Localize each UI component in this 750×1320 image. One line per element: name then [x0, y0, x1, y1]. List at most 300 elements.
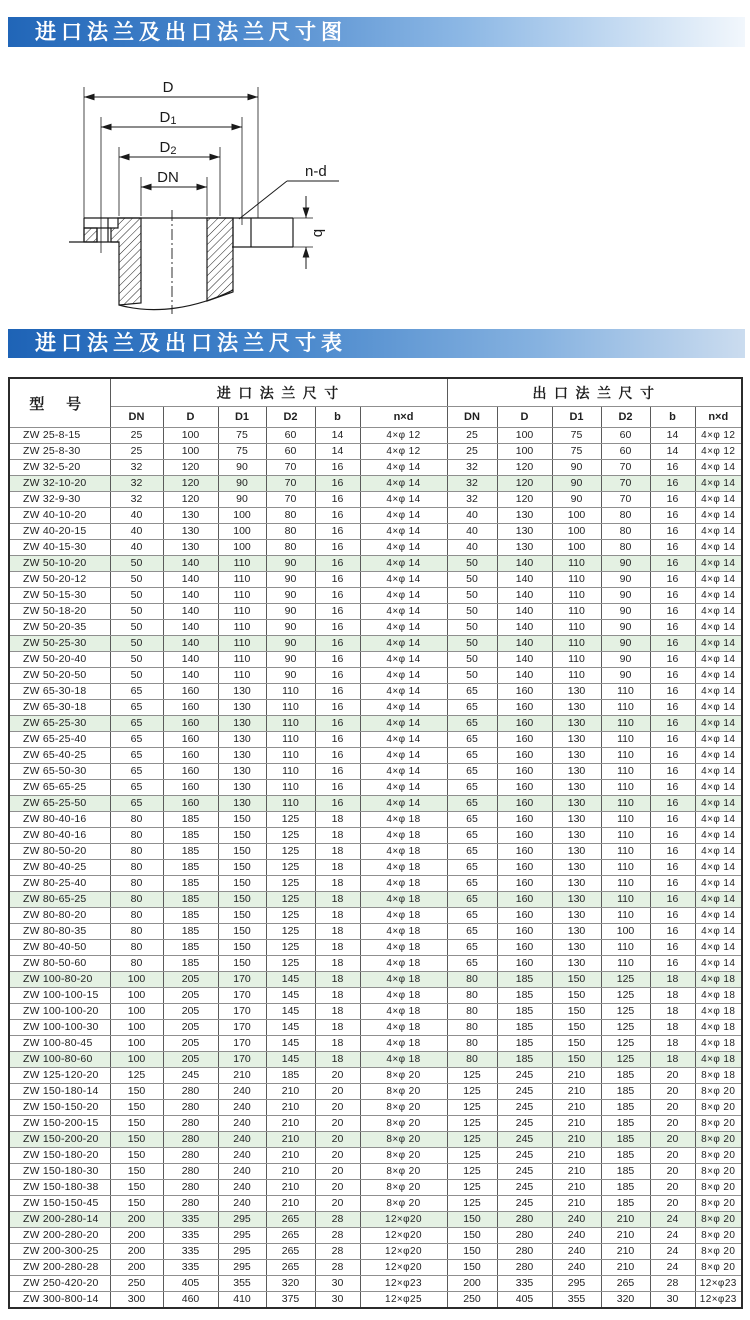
- outlet-value-cell: 100: [601, 924, 650, 940]
- outlet-value-cell: 240: [552, 1212, 601, 1228]
- inlet-value-cell: 150: [110, 1116, 163, 1132]
- inlet-value-cell: 4×φ 14: [360, 508, 447, 524]
- outlet-value-cell: 65: [447, 940, 497, 956]
- outlet-value-cell: 185: [601, 1196, 650, 1212]
- inlet-value-cell: 265: [266, 1228, 315, 1244]
- outlet-value-cell: 110: [601, 876, 650, 892]
- inlet-value-cell: 90: [266, 652, 315, 668]
- outlet-value-cell: 16: [650, 812, 695, 828]
- outlet-value-cell: 80: [447, 1036, 497, 1052]
- inlet-value-cell: 18: [315, 940, 360, 956]
- model-cell: ZW 80-80-20: [9, 908, 110, 924]
- inlet-value-cell: 4×φ 14: [360, 460, 447, 476]
- inlet-value-cell: 4×φ 14: [360, 796, 447, 812]
- dim-label-D: D: [162, 79, 174, 96]
- model-cell: ZW 65-65-25: [9, 780, 110, 796]
- table-row: [9, 636, 742, 652]
- outlet-value-cell: 160: [497, 908, 552, 924]
- outlet-value-cell: 140: [497, 588, 552, 604]
- inlet-value-cell: 145: [266, 972, 315, 988]
- inlet-value-cell: 140: [163, 652, 218, 668]
- outlet-value-cell: 150: [447, 1260, 497, 1276]
- outlet-value-cell: 65: [447, 700, 497, 716]
- table-row: [9, 908, 742, 924]
- inlet-value-cell: 28: [315, 1212, 360, 1228]
- inlet-value-cell: 50: [110, 604, 163, 620]
- outlet-value-cell: 110: [552, 636, 601, 652]
- outlet-value-cell: 130: [552, 956, 601, 972]
- outlet-value-cell: 65: [447, 860, 497, 876]
- inlet-value-cell: 200: [110, 1228, 163, 1244]
- inlet-value-cell: 32: [110, 460, 163, 476]
- inlet-value-cell: 90: [266, 668, 315, 684]
- outlet-value-cell: 160: [497, 924, 552, 940]
- inlet-value-cell: 265: [266, 1212, 315, 1228]
- inlet-value-cell: 80: [266, 508, 315, 524]
- model-cell: ZW 65-50-30: [9, 764, 110, 780]
- model-cell: ZW 32-9-30: [9, 492, 110, 508]
- model-cell: ZW 250-420-20: [9, 1276, 110, 1292]
- inlet-value-cell: 20: [315, 1164, 360, 1180]
- inlet-value-cell: 50: [110, 556, 163, 572]
- outlet-value-cell: 130: [552, 908, 601, 924]
- inlet-value-cell: 100: [163, 444, 218, 460]
- inlet-value-cell: 4×φ 18: [360, 876, 447, 892]
- outlet-value-cell: 40: [447, 540, 497, 556]
- outlet-value-cell: 110: [601, 748, 650, 764]
- outlet-value-cell: 20: [650, 1196, 695, 1212]
- inlet-value-cell: 130: [163, 508, 218, 524]
- inlet-value-cell: 4×φ 14: [360, 540, 447, 556]
- inlet-value-cell: 100: [218, 508, 266, 524]
- inlet-value-cell: 145: [266, 988, 315, 1004]
- table-row: [9, 716, 742, 732]
- inlet-value-cell: 120: [163, 460, 218, 476]
- outlet-value-cell: 16: [650, 796, 695, 812]
- model-cell: ZW 80-40-50: [9, 940, 110, 956]
- inlet-value-cell: 410: [218, 1292, 266, 1309]
- inlet-value-cell: 80: [110, 924, 163, 940]
- inlet-value-cell: 4×φ 14: [360, 748, 447, 764]
- model-cell: ZW 125-120-20: [9, 1068, 110, 1084]
- outlet-value-cell: 16: [650, 716, 695, 732]
- inlet-value-cell: 240: [218, 1116, 266, 1132]
- inlet-value-cell: 80: [110, 860, 163, 876]
- outlet-value-cell: 90: [601, 668, 650, 684]
- outlet-value-cell: 16: [650, 492, 695, 508]
- inlet-value-cell: 18: [315, 812, 360, 828]
- inlet-value-cell: 375: [266, 1292, 315, 1309]
- table-row: [9, 1020, 742, 1036]
- outlet-value-cell: 90: [601, 588, 650, 604]
- inlet-value-cell: 145: [266, 1052, 315, 1068]
- outlet-value-cell: 8×φ 20: [695, 1148, 742, 1164]
- inlet-value-cell: 4×φ 18: [360, 860, 447, 876]
- outlet-value-cell: 60: [601, 428, 650, 444]
- outlet-value-cell: 140: [497, 652, 552, 668]
- table-row: [9, 1228, 742, 1244]
- inlet-value-cell: 170: [218, 1052, 266, 1068]
- inlet-value-cell: 210: [266, 1100, 315, 1116]
- outlet-value-cell: 90: [552, 460, 601, 476]
- outlet-value-cell: 16: [650, 652, 695, 668]
- inlet-value-cell: 4×φ 14: [360, 556, 447, 572]
- outlet-value-cell: 210: [552, 1164, 601, 1180]
- table-row: [9, 700, 742, 716]
- inlet-value-cell: 18: [315, 1036, 360, 1052]
- model-cell: ZW 80-25-40: [9, 876, 110, 892]
- table-row: [9, 668, 742, 684]
- model-cell: ZW 40-15-30: [9, 540, 110, 556]
- outlet-value-cell: 75: [552, 444, 601, 460]
- outlet-value-cell: 125: [601, 988, 650, 1004]
- outlet-value-cell: 110: [552, 620, 601, 636]
- inlet-value-cell: 280: [163, 1164, 218, 1180]
- outlet-value-cell: 16: [650, 620, 695, 636]
- inlet-value-cell: 110: [218, 668, 266, 684]
- inlet-value-cell: 170: [218, 972, 266, 988]
- inlet-value-cell: 4×φ 14: [360, 652, 447, 668]
- outlet-value-cell: 65: [447, 892, 497, 908]
- outlet-value-cell: 80: [447, 988, 497, 1004]
- inlet-value-cell: 32: [110, 492, 163, 508]
- model-cell: ZW 150-150-20: [9, 1100, 110, 1116]
- outlet-value-cell: 100: [552, 508, 601, 524]
- inlet-value-cell: 295: [218, 1244, 266, 1260]
- inlet-value-cell: 90: [266, 572, 315, 588]
- outlet-value-cell: 4×φ 18: [695, 1052, 742, 1068]
- outlet-value-cell: 70: [601, 460, 650, 476]
- outlet-value-cell: 4×φ 14: [695, 700, 742, 716]
- outlet-value-cell: 110: [601, 684, 650, 700]
- inlet-value-cell: 335: [163, 1244, 218, 1260]
- outlet-value-cell: 50: [447, 556, 497, 572]
- inlet-value-cell: 110: [266, 716, 315, 732]
- outlet-value-cell: 65: [447, 716, 497, 732]
- inlet-value-cell: 140: [163, 588, 218, 604]
- model-cell: ZW 150-200-15: [9, 1116, 110, 1132]
- outlet-value-cell: 50: [447, 572, 497, 588]
- inlet-value-cell: 16: [315, 572, 360, 588]
- outlet-value-cell: 8×φ 20: [695, 1196, 742, 1212]
- dim-label-DN: DN: [157, 169, 179, 186]
- outlet-value-cell: 16: [650, 828, 695, 844]
- inlet-value-cell: 4×φ 14: [360, 764, 447, 780]
- inlet-value-cell: 100: [218, 540, 266, 556]
- model-cell: ZW 50-25-30: [9, 636, 110, 652]
- inlet-value-cell: 240: [218, 1132, 266, 1148]
- outlet-value-cell: 75: [552, 428, 601, 444]
- inlet-value-cell: 185: [163, 908, 218, 924]
- inlet-value-cell: 150: [218, 876, 266, 892]
- inlet-value-cell: 280: [163, 1148, 218, 1164]
- outlet-value-cell: 140: [497, 572, 552, 588]
- outlet-value-cell: 80: [601, 524, 650, 540]
- outlet-value-cell: 210: [552, 1116, 601, 1132]
- inlet-value-cell: 160: [163, 764, 218, 780]
- outlet-value-cell: 110: [601, 796, 650, 812]
- inlet-value-cell: 150: [218, 908, 266, 924]
- outlet-value-cell: 160: [497, 892, 552, 908]
- inlet-value-cell: 120: [163, 476, 218, 492]
- outlet-value-cell: 4×φ 12: [695, 428, 742, 444]
- inlet-value-cell: 80: [110, 844, 163, 860]
- inlet-value-cell: 16: [315, 700, 360, 716]
- outlet-value-cell: 110: [601, 892, 650, 908]
- outlet-value-cell: 40: [447, 524, 497, 540]
- inlet-value-cell: 210: [266, 1148, 315, 1164]
- outlet-value-cell: 130: [552, 700, 601, 716]
- inlet-value-cell: 170: [218, 1020, 266, 1036]
- inlet-value-cell: 8×φ 20: [360, 1148, 447, 1164]
- outlet-value-cell: 245: [497, 1100, 552, 1116]
- outlet-value-cell: 16: [650, 588, 695, 604]
- inlet-value-cell: 30: [315, 1276, 360, 1292]
- inlet-value-cell: 150: [110, 1084, 163, 1100]
- inlet-value-cell: 16: [315, 556, 360, 572]
- outlet-value-cell: 210: [601, 1260, 650, 1276]
- outlet-value-cell: 185: [601, 1164, 650, 1180]
- inlet-value-cell: 20: [315, 1116, 360, 1132]
- outlet-value-cell: 160: [497, 780, 552, 796]
- outlet-value-cell: 8×φ 20: [695, 1260, 742, 1276]
- inlet-value-cell: 16: [315, 524, 360, 540]
- outlet-value-cell: 4×φ 14: [695, 716, 742, 732]
- table-row: [9, 556, 742, 572]
- outlet-value-cell: 16: [650, 668, 695, 684]
- header-inlet-b: b: [315, 407, 360, 428]
- outlet-value-cell: 80: [447, 1004, 497, 1020]
- inlet-value-cell: 265: [266, 1244, 315, 1260]
- inlet-value-cell: 4×φ 14: [360, 524, 447, 540]
- inlet-value-cell: 110: [266, 732, 315, 748]
- inlet-value-cell: 355: [218, 1276, 266, 1292]
- inlet-value-cell: 65: [110, 716, 163, 732]
- outlet-value-cell: 50: [447, 636, 497, 652]
- outlet-value-cell: 32: [447, 492, 497, 508]
- outlet-value-cell: 130: [497, 524, 552, 540]
- outlet-value-cell: 4×φ 14: [695, 812, 742, 828]
- outlet-value-cell: 32: [447, 476, 497, 492]
- table-section-title-bar: [8, 329, 745, 358]
- inlet-value-cell: 205: [163, 1020, 218, 1036]
- table-row: [9, 1084, 742, 1100]
- inlet-value-cell: 140: [163, 668, 218, 684]
- inlet-value-cell: 50: [110, 636, 163, 652]
- outlet-value-cell: 50: [447, 588, 497, 604]
- inlet-value-cell: 125: [266, 940, 315, 956]
- outlet-value-cell: 240: [552, 1244, 601, 1260]
- inlet-value-cell: 90: [218, 476, 266, 492]
- inlet-value-cell: 210: [266, 1164, 315, 1180]
- inlet-value-cell: 110: [218, 572, 266, 588]
- inlet-value-cell: 8×φ 20: [360, 1196, 447, 1212]
- inlet-value-cell: 18: [315, 876, 360, 892]
- outlet-value-cell: 4×φ 14: [695, 636, 742, 652]
- inlet-value-cell: 90: [266, 556, 315, 572]
- inlet-value-cell: 18: [315, 844, 360, 860]
- inlet-value-cell: 130: [218, 796, 266, 812]
- inlet-value-cell: 4×φ 14: [360, 492, 447, 508]
- outlet-value-cell: 65: [447, 812, 497, 828]
- outlet-value-cell: 160: [497, 764, 552, 780]
- table-row: [9, 540, 742, 556]
- model-cell: ZW 100-100-30: [9, 1020, 110, 1036]
- outlet-value-cell: 90: [601, 572, 650, 588]
- inlet-value-cell: 75: [218, 428, 266, 444]
- inlet-value-cell: 240: [218, 1180, 266, 1196]
- inlet-value-cell: 4×φ 14: [360, 716, 447, 732]
- inlet-value-cell: 140: [163, 620, 218, 636]
- inlet-value-cell: 240: [218, 1084, 266, 1100]
- model-cell: ZW 200-300-25: [9, 1244, 110, 1260]
- table-row: [9, 940, 742, 956]
- inlet-value-cell: 16: [315, 540, 360, 556]
- outlet-value-cell: 185: [497, 1020, 552, 1036]
- outlet-value-cell: 16: [650, 476, 695, 492]
- flange-outline: [69, 218, 293, 310]
- inlet-value-cell: 130: [218, 764, 266, 780]
- inlet-value-cell: 125: [266, 860, 315, 876]
- outlet-value-cell: 150: [552, 1052, 601, 1068]
- outlet-value-cell: 405: [497, 1292, 552, 1309]
- outlet-value-cell: 125: [447, 1180, 497, 1196]
- outlet-value-cell: 150: [552, 988, 601, 1004]
- inlet-value-cell: 80: [266, 540, 315, 556]
- outlet-value-cell: 120: [497, 460, 552, 476]
- outlet-value-cell: 130: [552, 940, 601, 956]
- model-cell: ZW 80-50-20: [9, 844, 110, 860]
- outlet-value-cell: 4×φ 14: [695, 668, 742, 684]
- outlet-value-cell: 16: [650, 700, 695, 716]
- outlet-value-cell: 70: [601, 476, 650, 492]
- outlet-value-cell: 50: [447, 668, 497, 684]
- outlet-value-cell: 210: [552, 1084, 601, 1100]
- outlet-value-cell: 4×φ 18: [695, 1020, 742, 1036]
- inlet-value-cell: 185: [163, 940, 218, 956]
- outlet-value-cell: 24: [650, 1228, 695, 1244]
- header-inlet-dn: DN: [110, 407, 163, 428]
- table-row: [9, 924, 742, 940]
- inlet-value-cell: 12×φ20: [360, 1244, 447, 1260]
- inlet-value-cell: 130: [218, 732, 266, 748]
- outlet-value-cell: 110: [601, 764, 650, 780]
- outlet-value-cell: 16: [650, 940, 695, 956]
- outlet-value-cell: 16: [650, 508, 695, 524]
- outlet-value-cell: 4×φ 14: [695, 764, 742, 780]
- inlet-value-cell: 4×φ 18: [360, 1036, 447, 1052]
- inlet-value-cell: 210: [218, 1068, 266, 1084]
- table-row: [9, 844, 742, 860]
- inlet-value-cell: 185: [163, 876, 218, 892]
- outlet-value-cell: 20: [650, 1180, 695, 1196]
- inlet-value-cell: 16: [315, 460, 360, 476]
- dim-label-b: b: [310, 228, 327, 238]
- inlet-value-cell: 150: [218, 812, 266, 828]
- outlet-value-cell: 8×φ 20: [695, 1084, 742, 1100]
- outlet-value-cell: 4×φ 14: [695, 876, 742, 892]
- model-cell: ZW 65-25-30: [9, 716, 110, 732]
- inlet-value-cell: 100: [163, 428, 218, 444]
- inlet-value-cell: 100: [110, 1020, 163, 1036]
- inlet-value-cell: 20: [315, 1100, 360, 1116]
- outlet-value-cell: 265: [601, 1276, 650, 1292]
- outlet-value-cell: 90: [601, 620, 650, 636]
- inlet-value-cell: 18: [315, 988, 360, 1004]
- outlet-value-cell: 150: [552, 1020, 601, 1036]
- outlet-value-cell: 100: [552, 540, 601, 556]
- outlet-value-cell: 245: [497, 1084, 552, 1100]
- outlet-value-cell: 16: [650, 636, 695, 652]
- header-inlet-nxd: n×d: [360, 407, 447, 428]
- inlet-value-cell: 240: [218, 1164, 266, 1180]
- model-cell: ZW 25-8-15: [9, 428, 110, 444]
- outlet-value-cell: 125: [447, 1196, 497, 1212]
- outlet-value-cell: 50: [447, 604, 497, 620]
- outlet-value-cell: 20: [650, 1132, 695, 1148]
- inlet-value-cell: 4×φ 14: [360, 732, 447, 748]
- outlet-value-cell: 65: [447, 828, 497, 844]
- outlet-value-cell: 90: [601, 556, 650, 572]
- outlet-value-cell: 16: [650, 684, 695, 700]
- inlet-value-cell: 4×φ 18: [360, 812, 447, 828]
- inlet-value-cell: 70: [266, 476, 315, 492]
- table-row: [9, 1196, 742, 1212]
- inlet-value-cell: 4×φ 18: [360, 988, 447, 1004]
- inlet-value-cell: 205: [163, 1052, 218, 1068]
- outlet-value-cell: 160: [497, 940, 552, 956]
- inlet-value-cell: 12×φ20: [360, 1260, 447, 1276]
- inlet-value-cell: 8×φ 20: [360, 1084, 447, 1100]
- outlet-value-cell: 65: [447, 876, 497, 892]
- inlet-value-cell: 18: [315, 956, 360, 972]
- outlet-value-cell: 65: [447, 732, 497, 748]
- inlet-value-cell: 110: [218, 588, 266, 604]
- model-cell: ZW 100-100-20: [9, 1004, 110, 1020]
- inlet-value-cell: 90: [266, 636, 315, 652]
- inlet-value-cell: 250: [110, 1276, 163, 1292]
- header-model: 型 号: [9, 378, 110, 428]
- inlet-value-cell: 150: [218, 940, 266, 956]
- inlet-value-cell: 280: [163, 1100, 218, 1116]
- outlet-value-cell: 140: [497, 668, 552, 684]
- outlet-value-cell: 335: [497, 1276, 552, 1292]
- inlet-value-cell: 245: [163, 1068, 218, 1084]
- inlet-value-cell: 16: [315, 748, 360, 764]
- inlet-value-cell: 125: [266, 924, 315, 940]
- model-cell: ZW 300-800-14: [9, 1292, 110, 1309]
- inlet-value-cell: 4×φ 14: [360, 700, 447, 716]
- inlet-value-cell: 295: [218, 1260, 266, 1276]
- table-row: [9, 1036, 742, 1052]
- diagram-section-title: 进口法兰及出口法兰尺寸图: [35, 20, 347, 44]
- inlet-value-cell: 65: [110, 764, 163, 780]
- header-outlet-d1: D1: [552, 407, 601, 428]
- outlet-value-cell: 16: [650, 780, 695, 796]
- inlet-value-cell: 4×φ 14: [360, 668, 447, 684]
- inlet-value-cell: 200: [110, 1244, 163, 1260]
- inlet-value-cell: 65: [110, 700, 163, 716]
- inlet-value-cell: 16: [315, 668, 360, 684]
- dim-label-D1: D1: [159, 109, 177, 127]
- outlet-value-cell: 150: [447, 1212, 497, 1228]
- outlet-value-cell: 140: [497, 556, 552, 572]
- model-cell: ZW 150-180-38: [9, 1180, 110, 1196]
- inlet-value-cell: 300: [110, 1292, 163, 1309]
- outlet-value-cell: 160: [497, 732, 552, 748]
- inlet-value-cell: 40: [110, 508, 163, 524]
- inlet-value-cell: 205: [163, 972, 218, 988]
